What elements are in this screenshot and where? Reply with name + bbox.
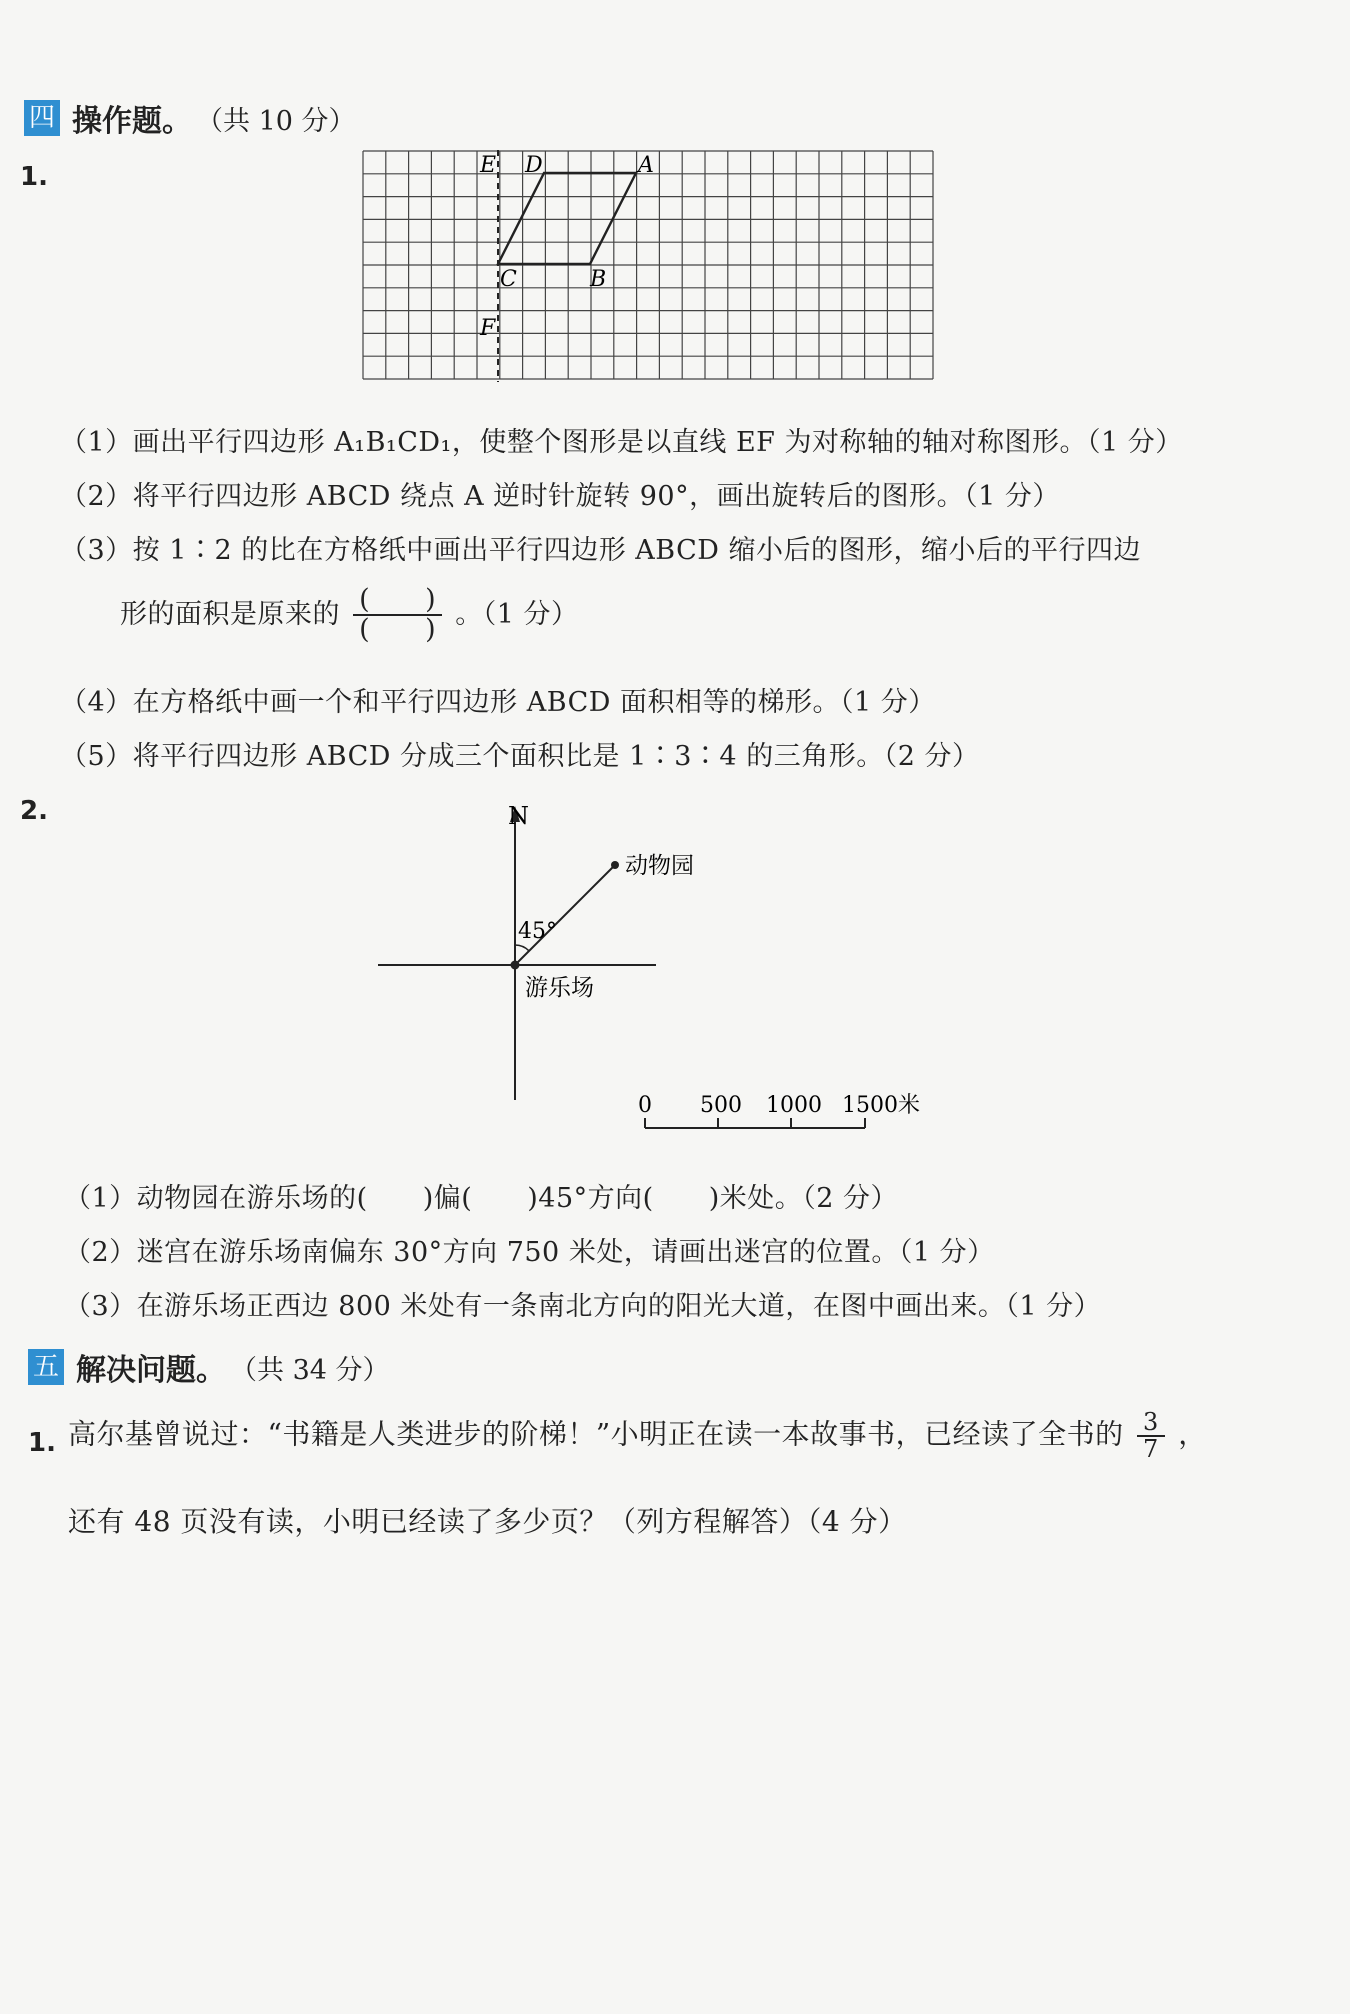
q2-sub2: （2）迷宫在游乐场南偏东 30°方向 750 米处，请画出迷宫的位置。（1 分） [64, 1237, 995, 1268]
section-5-badge: 五 [28, 1349, 64, 1385]
section-5-title: 解决问题。 [76, 1353, 226, 1388]
section-5-score: （共 34 分） [230, 1354, 390, 1386]
label-b: B [590, 267, 607, 292]
section-4-badge: 四 [24, 100, 60, 136]
scale-bar [638, 1093, 920, 1128]
section-4-header [24, 96, 356, 140]
label-a: A [638, 153, 654, 178]
fraction-numerator-blank[interactable]: ( ) [353, 586, 442, 616]
label-e: E [480, 153, 497, 178]
q1-sub3-score: 。（1 分） [455, 598, 579, 630]
direction-diagram [370, 800, 950, 1140]
fraction-three-sevenths [1137, 1410, 1165, 1462]
p1-comma: ， [1178, 1417, 1207, 1451]
q2-sub1: （1）动物园在游乐场的( )偏( )45°方向( )米处。（2 分） [64, 1183, 898, 1214]
q1-sub3-text: 形的面积是原来的 [120, 598, 340, 630]
north-label: N [508, 802, 529, 830]
q1-sub5: （5）将平行四边形 ABCD 分成三个面积比是 1∶3∶4 的三角形。（2 分） [60, 741, 980, 772]
section-4-title: 操作题。 [72, 104, 192, 139]
angle-label: 45° [518, 919, 557, 944]
scale-tick-1000: 1000 [766, 1093, 822, 1118]
scale-tick-500: 500 [700, 1093, 742, 1118]
q2-sub3: （3）在游乐场正西边 800 米处有一条南北方向的阳光大道，在图中画出来。（1 分） [64, 1291, 1102, 1322]
scale-tick-1500: 1500米 [842, 1093, 920, 1118]
fraction-denominator-blank[interactable]: ( ) [359, 614, 437, 646]
q1-sub2: （2）将平行四边形 ABCD 绕点 A 逆时针旋转 90°，画出旋转后的图形。（1 分） [60, 481, 1060, 512]
q1-sub3-line1: （3）按 1∶2 的比在方格纸中画出平行四边形 ABCD 缩小后的图形，缩小后的平行四边 [60, 535, 1142, 566]
label-d: D [525, 153, 543, 178]
p1-text: 高尔基曾说过：“书籍是人类进步的阶梯！”小明正在读一本故事书，已经读了全书的 [68, 1417, 1124, 1451]
label-c: C [500, 267, 517, 292]
answer-fraction-blank[interactable] [353, 586, 442, 645]
fraction-denominator: 7 [1143, 1435, 1159, 1464]
scale-tick-0: 0 [638, 1093, 652, 1118]
grid-lines [363, 151, 933, 379]
section-4-score: （共 10 分） [196, 105, 356, 137]
park-point-icon [511, 961, 520, 970]
question-1-number: 1. [20, 162, 48, 192]
q1-sub1: （1）画出平行四边形 A₁B₁CD₁，使整个图形是以直线 EF 为对称轴的轴对称图形。（1 分） [60, 427, 1183, 458]
p1-line2: 还有 48 页没有读，小明已经读了多少页？（列方程解答）（4 分） [68, 1505, 907, 1538]
problem-1-number: 1. [28, 1428, 56, 1458]
fraction-numerator: 3 [1137, 1410, 1165, 1437]
p1-line1 [68, 1410, 1207, 1462]
q1-sub4: （4）在方格纸中画一个和平行四边形 ABCD 面积相等的梯形。（1 分） [60, 687, 936, 718]
section-5-header [28, 1345, 390, 1389]
grid-figure [362, 150, 934, 386]
q1-sub3-line2 [120, 586, 579, 645]
question-2-number: 2. [20, 796, 48, 826]
zoo-point-icon [611, 861, 619, 869]
park-label: 游乐场 [525, 975, 594, 1001]
zoo-label: 动物园 [625, 853, 694, 879]
zoo-direction-line [515, 865, 615, 965]
label-f: F [480, 316, 496, 341]
parallelogram-abcd [498, 173, 636, 264]
angle-arc [515, 945, 529, 951]
